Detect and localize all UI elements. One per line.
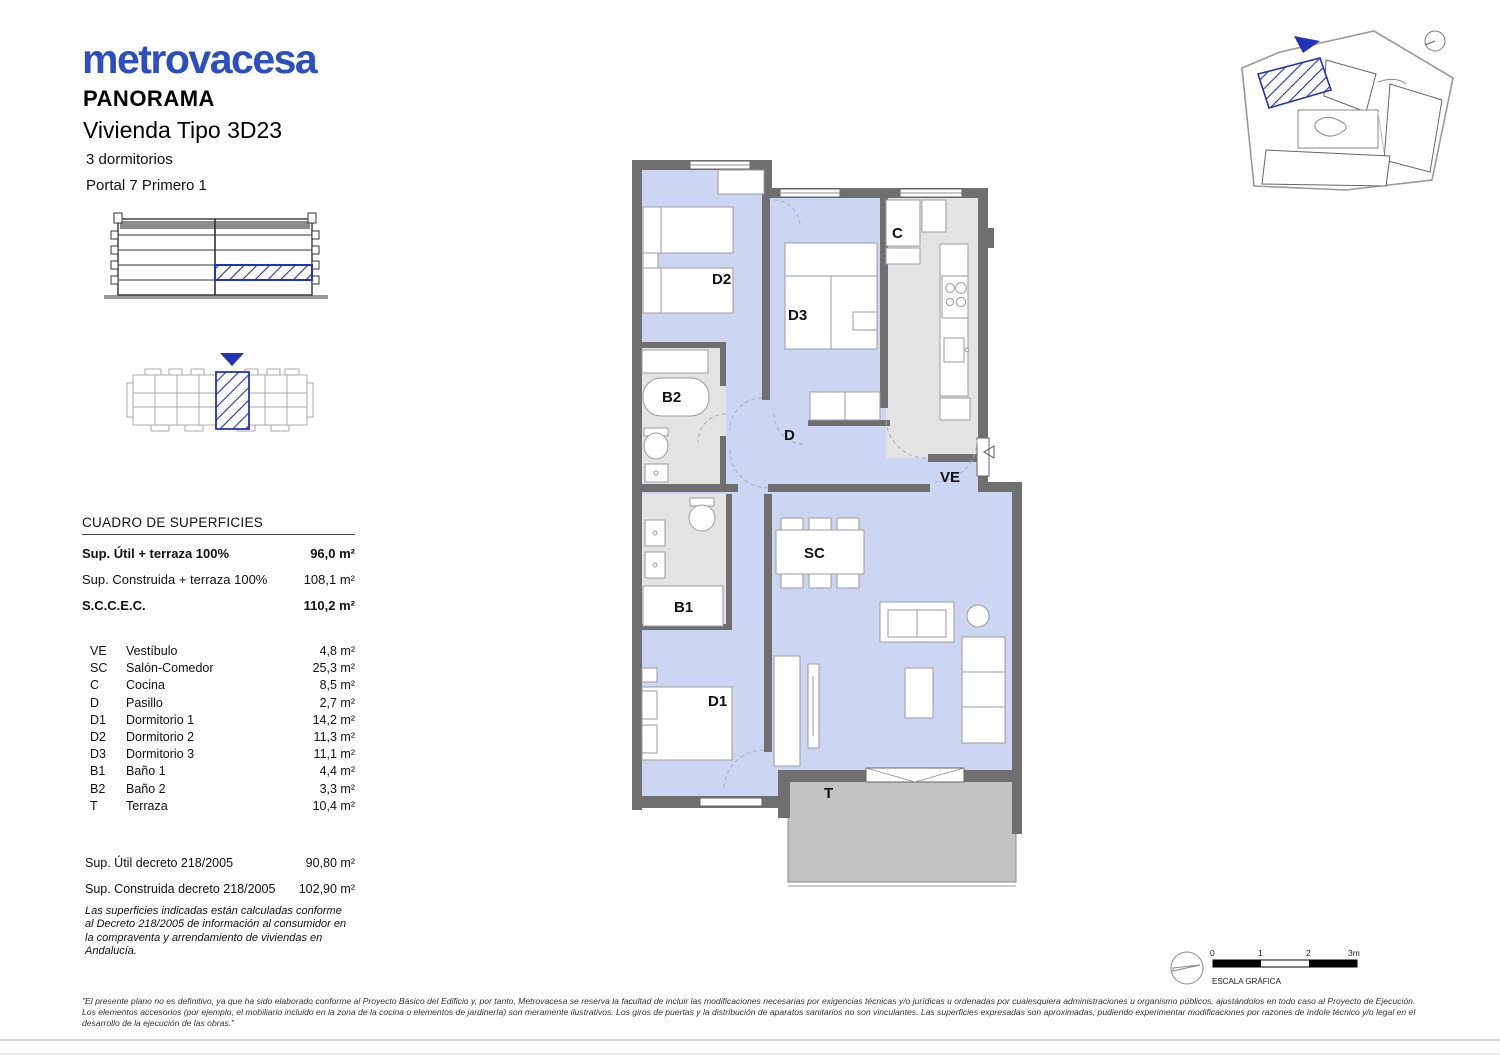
decreto-note: Las superficies indicadas están calculadas conforme al Decreto 218/2005 de información al consumidor en la compraventa y arrendamiento de viviendas en Andalucía.: [85, 905, 347, 958]
decreto-value: 90,80 m²: [305, 856, 355, 870]
page-title: Vivienda Tipo 3D23: [83, 117, 283, 143]
room-area: 3,3 m²: [319, 781, 355, 796]
areas-table: [82, 515, 355, 815]
scale-bar: [1166, 946, 1366, 994]
room-name: Dormitorio 1: [126, 712, 195, 727]
scale-tick: 0: [1210, 948, 1215, 958]
table-row: [82, 729, 355, 746]
room-name: Dormitorio 3: [126, 747, 195, 762]
legal-disclaimer: "El presente plano no es definitivo, ya que ha sido elaborado conforme al Proyecto Básico del Edificio y, por tanto, Metrovacesa se reserva la facultad de incluir las modificaciones necesarias por exigencias técnicas y/o jurídicas u ordenadas por cualesquiera administraciones u organismo públicos, ajustándolos en todo caso al Proyecto de Ejecución. Los elementos accesorios (por ejemplo, el mobiliario incluido en la zona de la cocina o elementos de jardinería) son meramente ilustrativos. Los giros de puertas y la distribución de aparatos sanitarios no son vinculantes. Las superficies expresadas son aproximadas, pudiendo experimentar modificaciones por razones de índole técnico y/o legal en el desarrollo de la ejecución de las obras.": [82, 996, 1416, 1029]
room-code: D: [90, 695, 100, 710]
room-name: Salón-Comedor: [126, 661, 214, 676]
room-name: Dormitorio 2: [126, 730, 195, 745]
scale-bar-label: ESCALA GRÁFICA: [1212, 977, 1281, 986]
summary-label: Sup. Útil + terraza 100%: [82, 546, 230, 561]
room-list: [82, 643, 355, 815]
metrovacesa-logo: metrovacesa: [82, 36, 317, 82]
room-area: 11,1 m²: [313, 747, 355, 762]
summary-value: 96,0 m²: [310, 546, 355, 561]
table-row: [82, 712, 355, 729]
room-label-b2: B2: [662, 389, 682, 406]
summary-row: [82, 572, 355, 587]
room-code: C: [90, 678, 100, 693]
room-area: 8,5 m²: [319, 678, 355, 693]
scale-tick: 2: [1306, 948, 1311, 958]
floor-plan: [628, 152, 1028, 892]
room-code: B1: [90, 764, 106, 779]
decreto-label: Sup. Construida decreto 218/2005: [85, 882, 276, 896]
room-label-d2: D2: [712, 271, 732, 288]
table-row: [82, 798, 355, 815]
table-row: [82, 695, 355, 712]
room-area: 25,3 m²: [312, 661, 355, 676]
table-row: [82, 781, 355, 798]
portal-floor-label: Portal 7 Primero 1: [86, 177, 207, 194]
room-code: D2: [90, 730, 106, 745]
table-row: [85, 856, 355, 870]
room-name: Terraza: [126, 798, 168, 813]
summary-value: 108,1 m²: [303, 572, 355, 587]
room-label-sc: SC: [804, 545, 825, 562]
room-label-d: D: [784, 427, 795, 444]
room-name: Cocina: [126, 678, 165, 693]
summary-label: Sup. Construida + terraza 100%: [82, 572, 268, 587]
building-section-diagram: [100, 205, 330, 305]
decreto-areas: [85, 856, 355, 908]
room-code: VE: [90, 644, 107, 658]
footer-divider: [0, 1053, 1500, 1055]
room-name: Baño 2: [126, 781, 166, 796]
highlighted-unit: [216, 372, 249, 429]
room-label-t: T: [824, 785, 834, 802]
building-key-plan: [125, 345, 315, 440]
table-row: [85, 882, 355, 896]
table-row: [82, 643, 355, 660]
summary-row: [82, 546, 355, 561]
decreto-value: 102,90 m²: [298, 882, 355, 896]
table-row: [82, 660, 355, 677]
table-row: [82, 746, 355, 763]
room-area: 4,8 m²: [319, 644, 355, 658]
room-area: 14,2 m²: [312, 712, 355, 727]
footer-divider: [0, 1039, 1500, 1041]
project-name: PANORAMA: [83, 86, 215, 111]
bedrooms-subtitle: 3 dormitorios: [86, 151, 173, 168]
room-area: 11,3 m²: [313, 730, 355, 745]
room-label-b1: B1: [674, 599, 694, 616]
summary-label: S.C.C.E.C.: [82, 598, 146, 613]
scale-tick: 3m: [1348, 948, 1360, 958]
room-code: D1: [90, 712, 106, 727]
room-area: 2,7 m²: [319, 695, 355, 710]
summary-value: 110,2 m²: [303, 598, 355, 613]
room-label-c: C: [892, 225, 903, 242]
room-label-ve: VE: [940, 469, 961, 486]
decreto-label: Sup. Útil decreto 218/2005: [85, 856, 234, 870]
room-code: D3: [90, 747, 106, 762]
site-plan: [1228, 22, 1468, 197]
table-row: [82, 677, 355, 694]
room-area: 4,4 m²: [319, 764, 355, 779]
table-row: [82, 763, 355, 780]
terrace-floor: [788, 776, 1016, 882]
scale-tick: 1: [1258, 948, 1263, 958]
room-name: Pasillo: [126, 695, 163, 710]
room-code: T: [90, 798, 98, 813]
areas-table-title: CUADRO DE SUPERFICIES: [82, 515, 355, 535]
room-label-d3: D3: [788, 307, 808, 324]
room-name: Baño 1: [126, 764, 166, 779]
summary-row: [82, 598, 355, 613]
room-area: 10,4 m²: [312, 798, 355, 813]
highlighted-floor-unit: [215, 265, 312, 280]
room-name: Vestíbulo: [126, 644, 178, 658]
room-code: B2: [90, 781, 106, 796]
room-code: SC: [90, 661, 108, 676]
location-arrow-icon: [220, 353, 244, 366]
sliding-door: [866, 768, 964, 782]
room-label-d1: D1: [708, 693, 728, 710]
